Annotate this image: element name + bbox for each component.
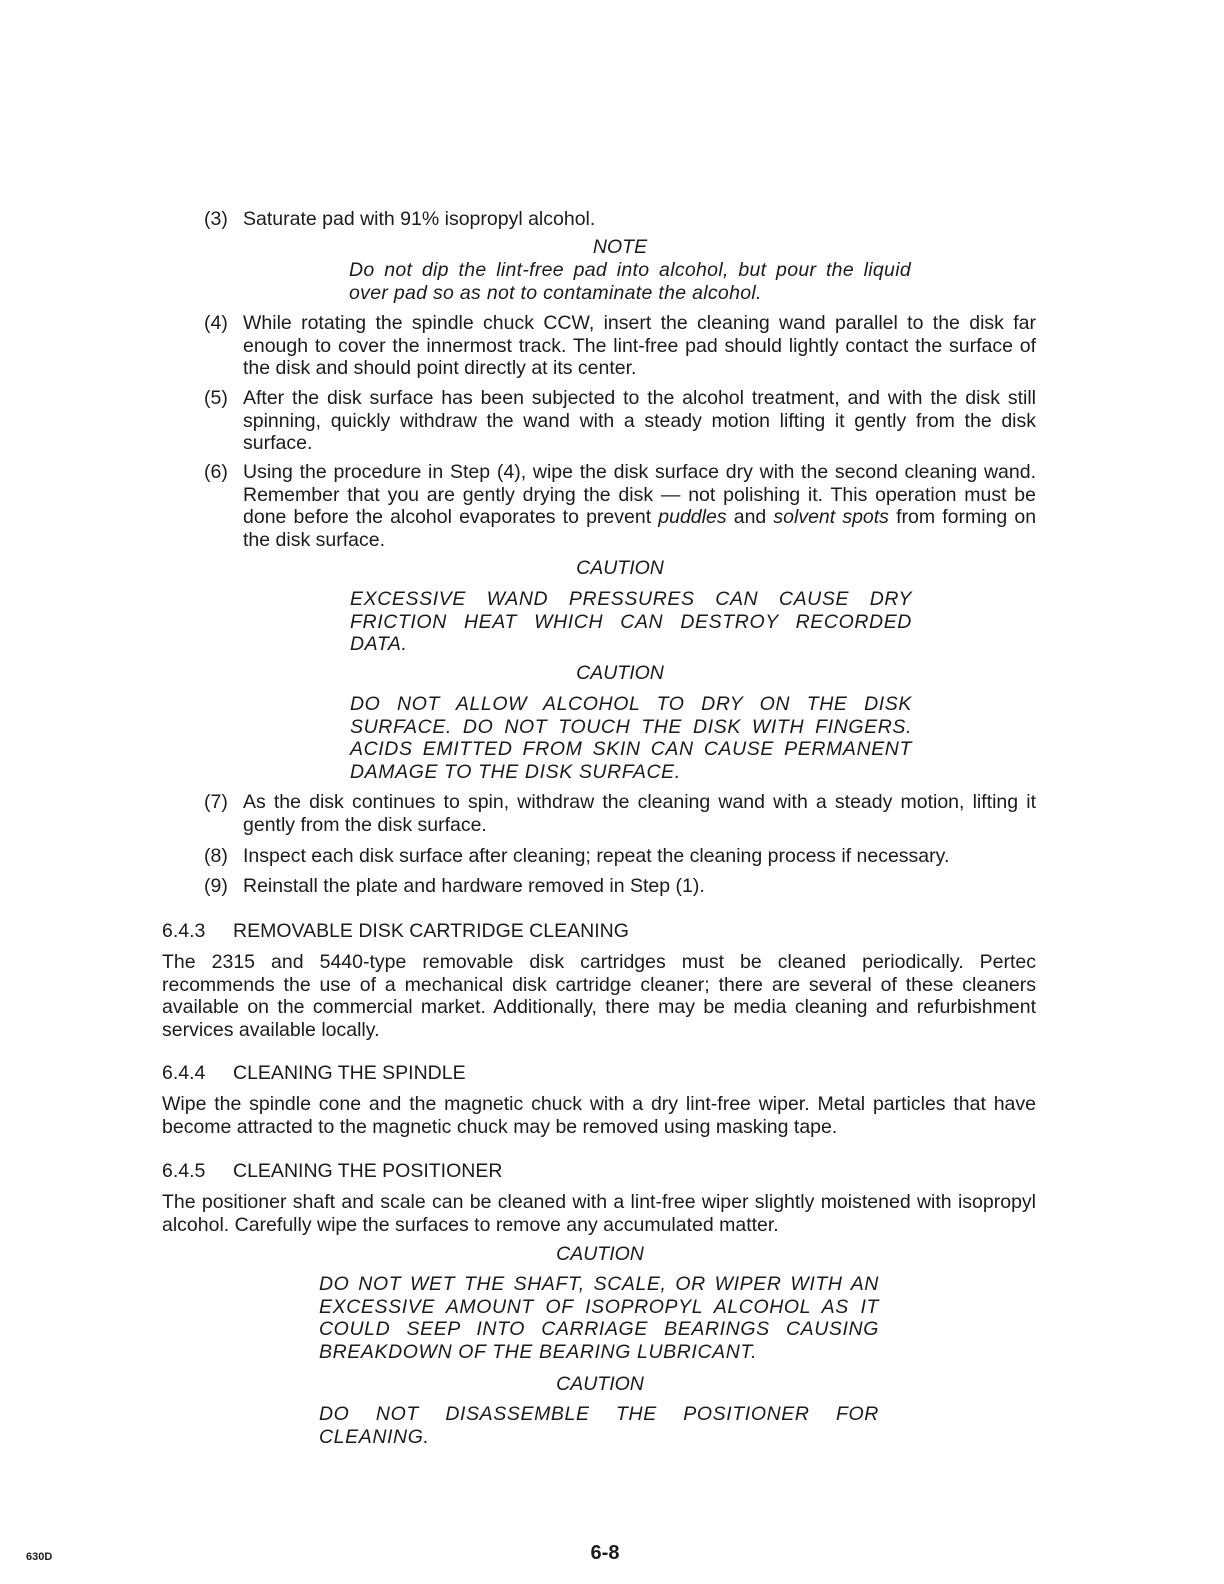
step-6 xyxy=(204,461,1036,551)
step-text-part: from forming on the disk surface. xyxy=(243,506,1037,551)
step-4 xyxy=(204,312,1036,380)
section-heading-6-4-3 xyxy=(162,920,629,943)
section-title: CLEANING THE POSITIONER xyxy=(233,1160,503,1182)
step-text xyxy=(243,461,1036,551)
step-number: (6) xyxy=(204,461,228,483)
step-number: (4) xyxy=(204,312,228,334)
caution-heading: CAUTION xyxy=(576,557,664,579)
step-text-part: and xyxy=(733,506,767,528)
page-number: 6-8 xyxy=(590,1542,620,1564)
section-heading-6-4-5 xyxy=(162,1160,502,1183)
emphasis-puddles: puddles xyxy=(658,506,727,528)
step-number: (7) xyxy=(204,791,228,813)
caution-text: DO NOT WET THE SHAFT, SCALE, OR WIPER WITH AN EXCESSIVE AMOUNT OF ISOPROPYL ALCOHOL AS IT COULD SEEP INTO CARRIAGE BEARINGS CAUSING BREAKDOWN OF THE BEARING LUBRICANT. xyxy=(319,1273,879,1363)
section-body-6-4-3: The 2315 and 5440-type removable disk cartridges must be cleaned periodically. Pertec recommends the use of a mechanical disk cartridge cleaner; there are several of these cleaners available on the commercial market. Additionally, there may be media cleaning and refurbishment services available locally. xyxy=(162,951,1036,1041)
caution-heading: CAUTION xyxy=(556,1373,644,1395)
step-text: Reinstall the plate and hardware removed in Step (1). xyxy=(243,875,705,897)
caution-text: EXCESSIVE WAND PRESSURES CAN CAUSE DRY FRICTION HEAT WHICH CAN DESTROY RECORDED DATA. xyxy=(350,588,912,655)
step-3 xyxy=(204,208,1036,231)
section-title: CLEANING THE SPINDLE xyxy=(233,1062,466,1084)
step-number: (9) xyxy=(204,875,228,897)
emphasis-solvent-spots: solvent spots xyxy=(773,506,889,528)
step-text: After the disk surface has been subjected to the alcohol treatment, and with the disk still spinning, quickly withdraw the wand with a steady motion lifting it gently from the disk surface. xyxy=(243,387,1036,454)
step-5 xyxy=(204,387,1036,455)
step-text-part: Using the procedure in Step (4), wipe the disk surface dry with the second cleaning wand. Remember that you are gently drying the disk — not polishing it. This operation must be done before the alcohol evaporates to prevent xyxy=(243,461,1036,528)
caution-text: DO NOT ALLOW ALCOHOL TO DRY ON THE DISK SURFACE. DO NOT TOUCH THE DISK WITH FINGERS. ACIDS EMITTED FROM SKIN CAN CAUSE PERMANENT DAMAGE TO THE DISK SURFACE. xyxy=(350,693,912,783)
document-code: 630D xyxy=(26,1551,53,1563)
section-number: 6.4.3 xyxy=(162,920,206,942)
section-number: 6.4.5 xyxy=(162,1160,206,1182)
section-number: 6.4.4 xyxy=(162,1062,206,1084)
step-number: (8) xyxy=(204,845,228,867)
section-body-6-4-5: The positioner shaft and scale can be cleaned with a lint-free wiper slightly moistened with isopropyl alcohol. Carefully wipe the surfaces to remove any accumulated matter. xyxy=(162,1191,1036,1236)
note-text: Do not dip the lint-free pad into alcohol, but pour the liquid over pad so as not to contaminate the alcohol. xyxy=(349,259,911,304)
caution-heading: CAUTION xyxy=(556,1243,644,1265)
note-heading: NOTE xyxy=(592,236,648,258)
caution-text: DO NOT DISASSEMBLE THE POSITIONER FOR CLEANING. xyxy=(319,1403,879,1448)
step-text: Inspect each disk surface after cleaning; repeat the cleaning process if necessary. xyxy=(243,845,950,867)
step-number: (3) xyxy=(204,208,228,230)
step-text: As the disk continues to spin, withdraw the cleaning wand with a steady motion, lifting it gently from the disk surface. xyxy=(243,791,1036,836)
step-number: (5) xyxy=(204,387,228,409)
step-7 xyxy=(204,791,1036,836)
step-8 xyxy=(204,845,1036,868)
caution-heading: CAUTION xyxy=(576,662,664,684)
step-text: While rotating the spindle chuck CCW, insert the cleaning wand parallel to the disk far enough to cover the innermost track. The lint-free pad should lightly contact the surface of the disk and should point directly at its center. xyxy=(243,312,1036,379)
step-text: Saturate pad with 91% isopropyl alcohol. xyxy=(243,208,596,230)
section-heading-6-4-4 xyxy=(162,1062,466,1085)
section-body-6-4-4: Wipe the spindle cone and the magnetic chuck with a dry lint-free wiper. Metal particles that have become attracted to the magnetic chuck may be removed using masking tape. xyxy=(162,1093,1036,1138)
step-9 xyxy=(204,875,1036,898)
section-title: REMOVABLE DISK CARTRIDGE CLEANING xyxy=(233,920,629,942)
